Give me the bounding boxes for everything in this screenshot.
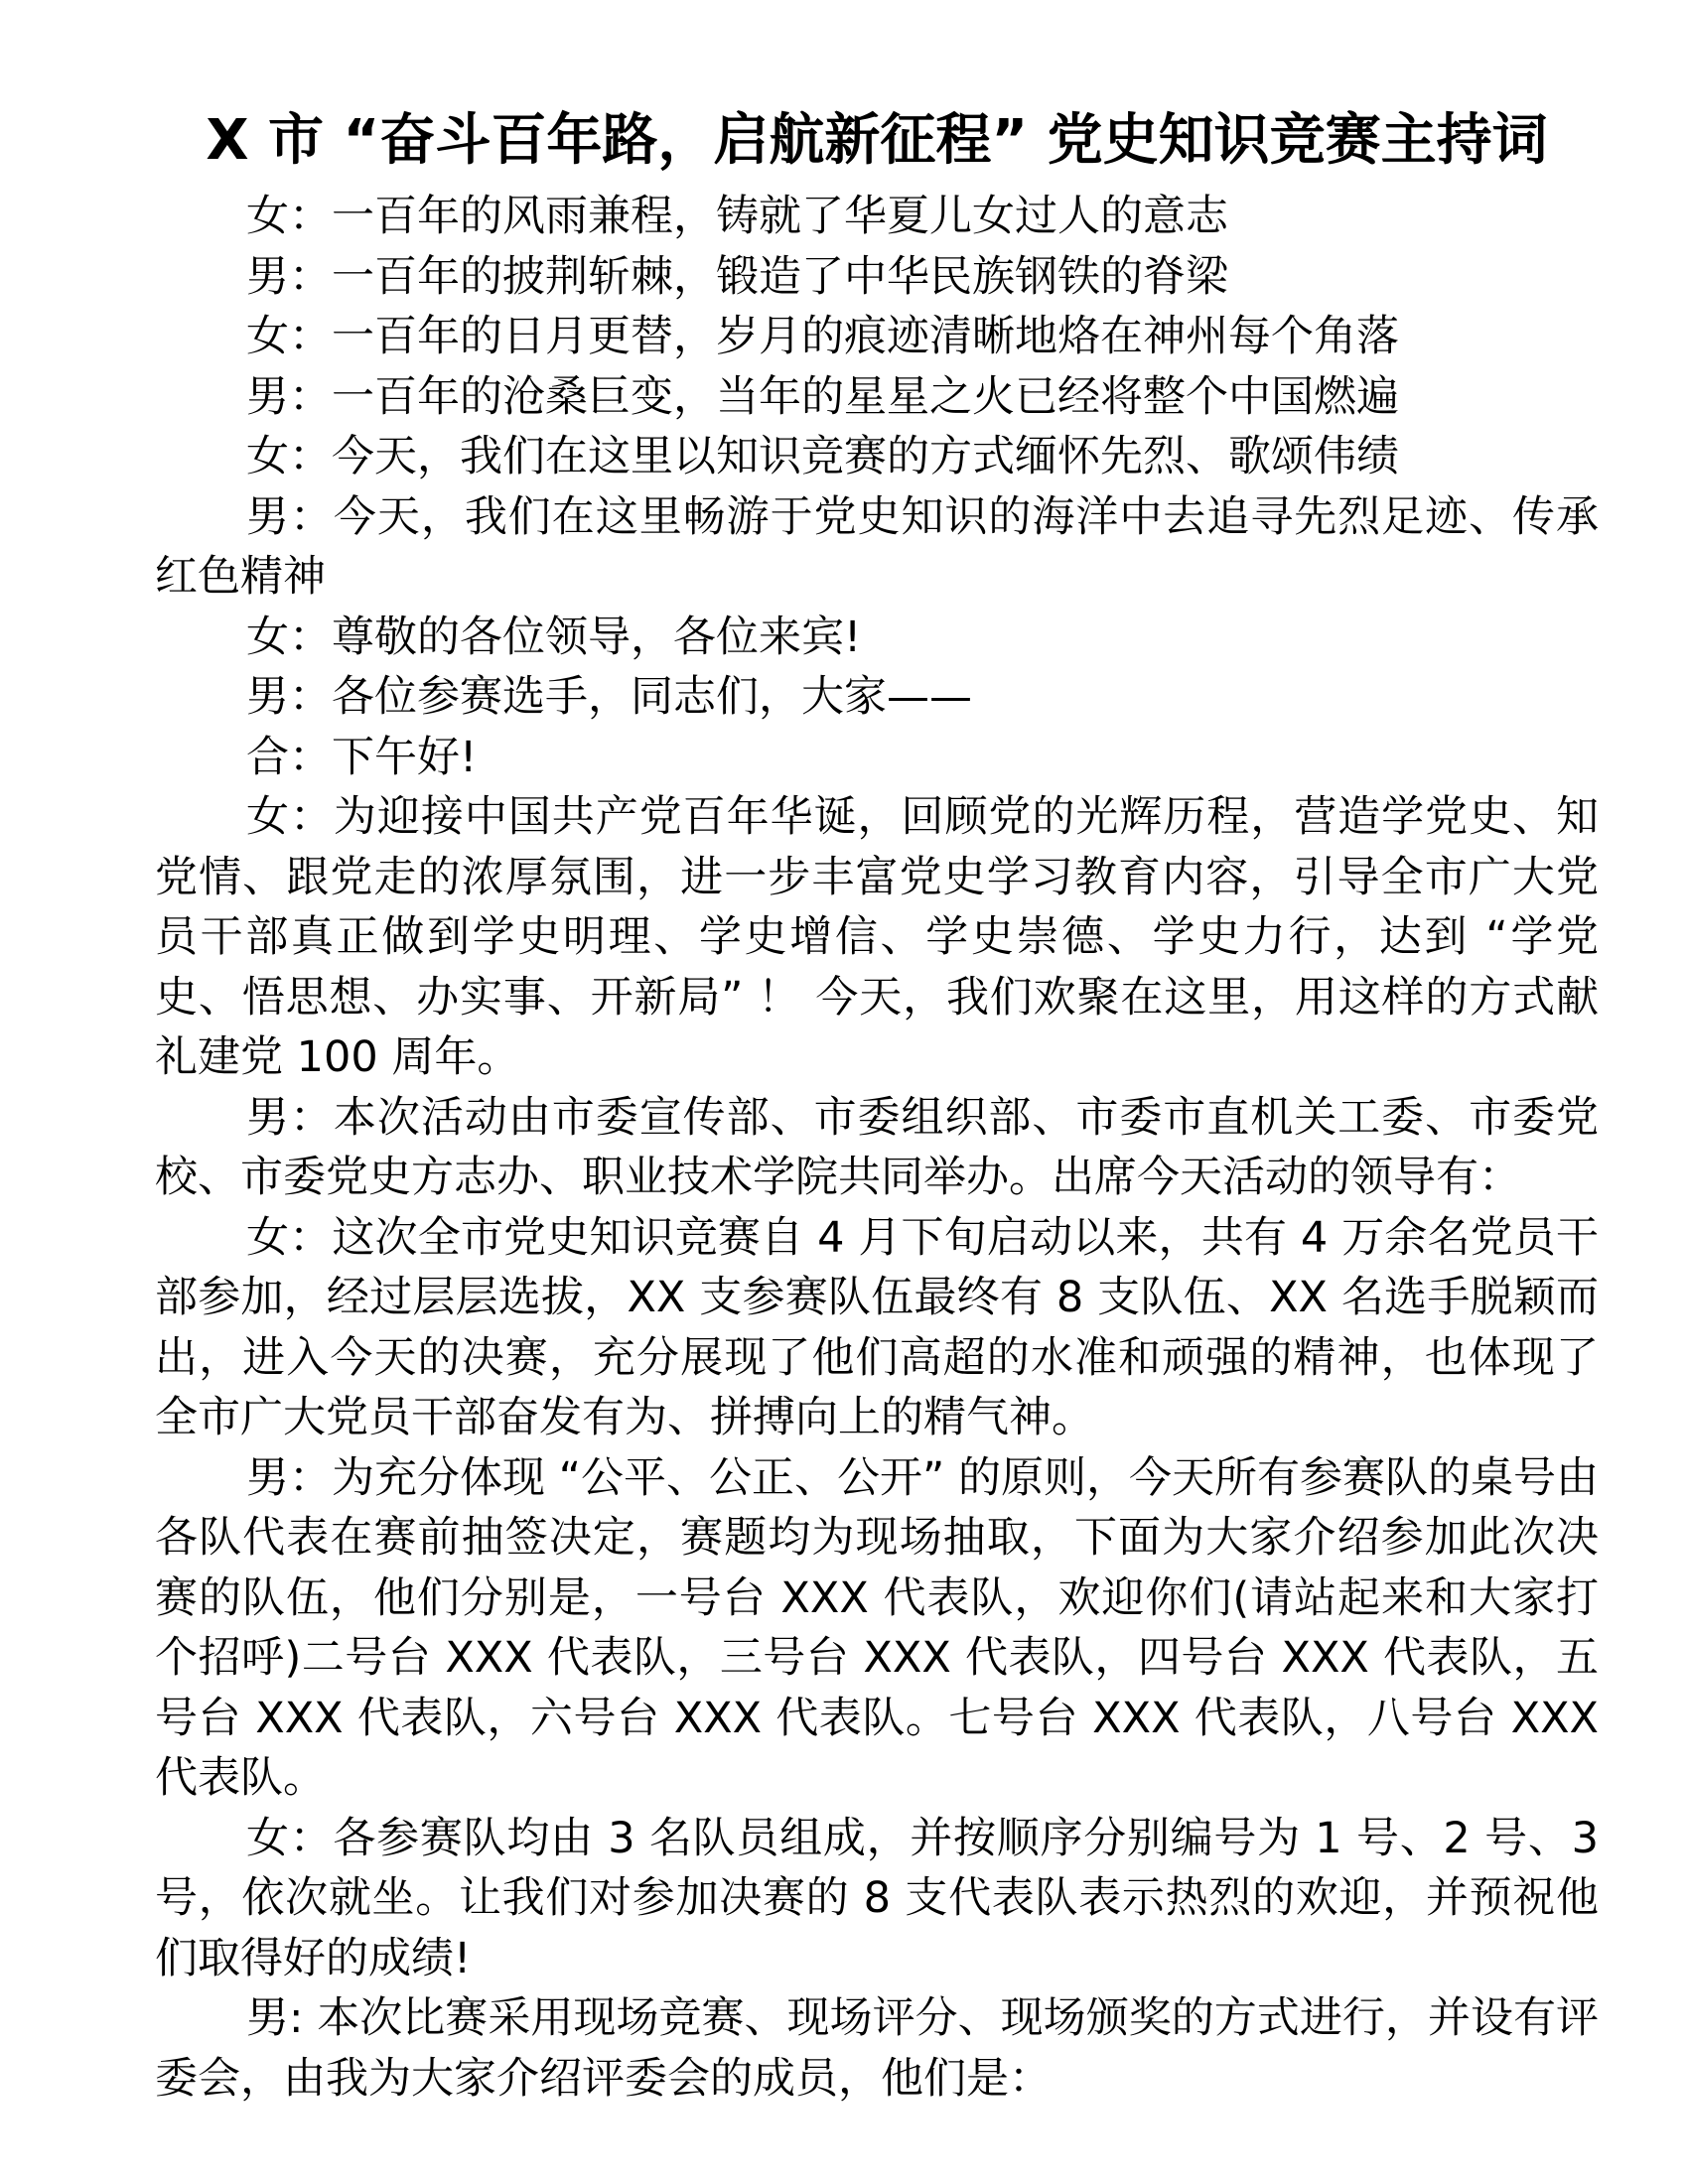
paragraph: 男：为充分体现 “公平、公正、公开” 的原则，今天所有参赛队的桌号由各队代表在赛前抽签决定，赛题均为现场抽取，下面为大家介绍参加此次决赛的队伍，他们分别是，一号台 XXX 代表队，欢迎你们(请站起来和大家打个招呼)二号台 XXX 代表队，三号台 XXX 代表队，四号台 XXX 代表队，五号台 XXX 代表队，六号台 XXX 代表队。七号台 XXX 代表队，八号台 XXX 代表队。 bbox=[155, 1452, 1599, 1803]
paragraph: 女：各参赛队均由 3 名队员组成，并按顺序分别编号为 1 号、2 号、3 号，依次就坐。让我们对参加决赛的 8 支代表队表示热烈的欢迎，并预祝他们取得好的成绩! bbox=[155, 1813, 1599, 1983]
document-title: X 市 “奋斗百年路，启航新征程” 党史知识竞赛主持词 bbox=[206, 108, 1548, 173]
paragraph: 男：一百年的沧桑巨变，当年的星星之火已经将整个中国燃遍 bbox=[246, 371, 1399, 422]
paragraph: 男：今天，我们在这里畅游于党史知识的海洋中去追寻先烈足迹、传承红色精神 bbox=[155, 491, 1599, 602]
paragraph: 女：为迎接中国共产党百年华诞，回顾党的光辉历程，营造学党史、知党情、跟党走的浓厚氛围，进一步丰富党史学习教育内容，引导全市广大党员干部真正做到学史明理、学史增信、学史崇德、学史力行，达到 “学党史、悟思想、办实事、开新局” ！ 今天，我们欢聚在这里，用这样的方式献礼建党 100 周年。 bbox=[155, 792, 1599, 1082]
document-body bbox=[155, 187, 1599, 2109]
paragraph: 女：一百年的日月更替，岁月的痕迹清晰地烙在神州每个角落 bbox=[246, 312, 1399, 361]
paragraph: 男：各位参赛选手，同志们，大家—— bbox=[246, 672, 972, 722]
paragraph: 女：今天，我们在这里以知识竞赛的方式缅怀先烈、歌颂伟绩 bbox=[246, 432, 1399, 481]
paragraph: 女：尊敬的各位领导，各位来宾! bbox=[246, 612, 862, 662]
paragraph: 男：本次活动由市委宣传部、市委组织部、市委市直机关工委、市委党校、市委党史方志办、职业技术学院共同举办。出席今天活动的领导有： bbox=[155, 1092, 1599, 1202]
paragraph: 合：下午好! bbox=[246, 732, 478, 782]
paragraph: 男: 本次比赛采用现场竞赛、现场评分、现场颁奖的方式进行，并设有评委会，由我为大家介绍评委会的成员，他们是： bbox=[155, 1993, 1599, 2104]
paragraph: 男：一百年的披荆斩棘，锻造了中华民族钢铁的脊梁 bbox=[246, 251, 1228, 302]
paragraph: 女：一百年的风雨兼程，铸就了华夏儿女过人的意志 bbox=[246, 192, 1228, 241]
paragraph: 女：这次全市党史知识竞赛自 4 月下旬启动以来，共有 4 万余名党员干部参加，经过层层选拔，XX 支参赛队伍最终有 8 支队伍、XX 名选手脱颖而出，进入今天的决赛，充分展现了他们高超的水准和顽强的精神，也体现了全市广大党员干部奋发有为、拼搏向上的精气神。 bbox=[155, 1212, 1599, 1442]
